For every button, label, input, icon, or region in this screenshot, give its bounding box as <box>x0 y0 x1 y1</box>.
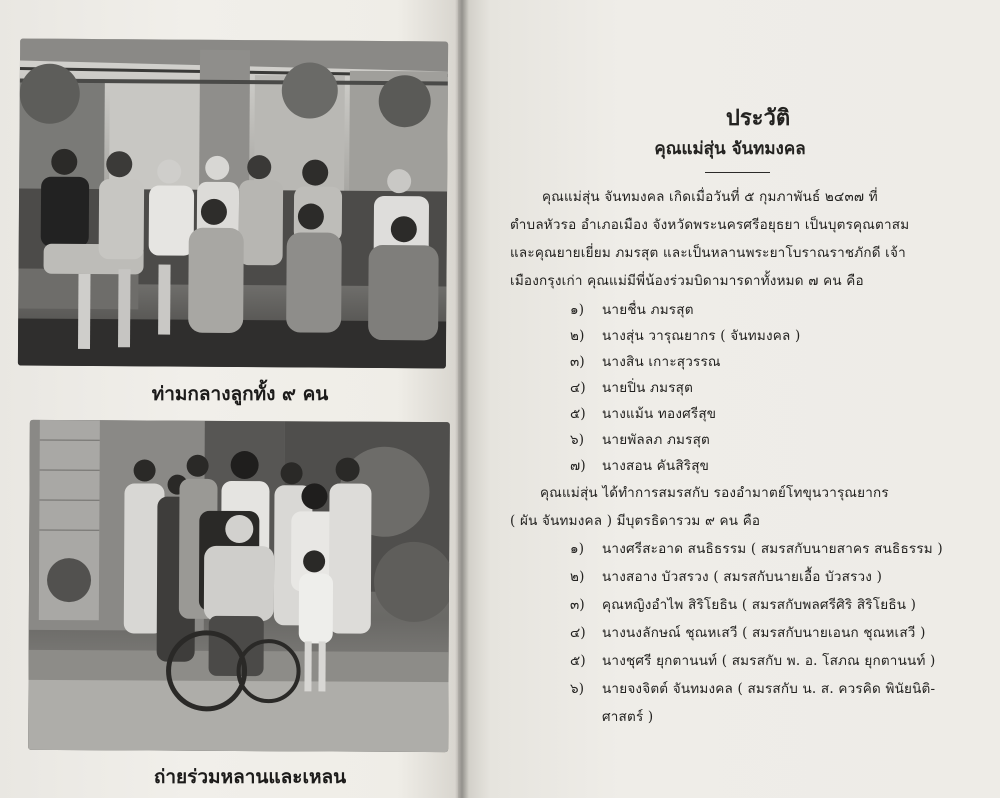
title-underline <box>705 172 770 173</box>
sibling-item: ๒) นางสุ่น วารุณยากร ( จันทมงคล ) <box>570 328 801 344</box>
intro-line: ตำบลหัวรอ อำเภอเมือง จังหวัดพระนครศรีอยุธยา เป็นบุตรคุณตาสม <box>510 217 910 233</box>
sibling-item: ๓) นางสิน เกาะสุวรรณ <box>570 354 721 370</box>
child-item: ๒) นางสอาง บัวสรวง ( สมรสกับนายเอื้อ บัวสรวง ) <box>570 569 883 585</box>
book-gutter <box>455 0 469 798</box>
family-photo-grandchildren <box>28 420 450 752</box>
sibling-item: ๗) นางสอน คันสิริสุข <box>570 458 710 474</box>
intro-line: คุณแม่สุ่น จันทมงคล เกิดเมื่อวันที่ ๕ กุมภาพันธ์ ๒๔๓๗ ที่ <box>542 189 878 205</box>
marriage-line: คุณแม่สุ่น ได้ทำการสมรสกับ รองอำมาตย์โทขุนวารุณยากร <box>540 485 889 501</box>
marriage-line: ( ผัน จันทมงคล ) มีบุตรธิดารวม ๙ คน คือ <box>510 513 761 529</box>
intro-line: เมืองกรุงเก่า คุณแม่มีพี่น้องร่วมบิดามารดาทั้งหมด ๗ คน คือ <box>510 273 864 289</box>
child-item: ๑) นางศรีสะอาด สนธิธรรม ( สมรสกับนายสาคร สนธิธรรม ) <box>570 541 943 557</box>
photo-caption-1: ท่ามกลางลูกทั้ง ๙ คน <box>151 383 329 405</box>
photo-caption-2: ถ่ายร่วมหลานและเหลน <box>153 766 347 788</box>
page-subtitle: คุณแม่สุ่น จันทมงคล <box>654 139 806 159</box>
sibling-item: ๖) นายพัลลภ ภมรสุต <box>570 432 711 448</box>
sibling-item: ๔) นายปิ่น ภมรสุต <box>570 380 694 396</box>
page-title: ประวัติ <box>725 105 791 131</box>
sibling-item: ๕) นางแม้น ทองศรีสุข <box>570 406 717 422</box>
child-item-continuation: ศาสตร์ ) <box>602 709 654 725</box>
child-item: ๔) นางนงลักษณ์ ชุณหเสวี ( สมรสกับนายเอนก ชุณหเสวี ) <box>570 625 926 641</box>
intro-line: และคุณยายเยี่ยม ภมรสุต และเป็นหลานพระยาโบราณราชภักดี เจ้า <box>510 245 906 261</box>
family-photo-nine-children <box>18 39 448 369</box>
child-item: ๖) นายจงจิตต์ จันทมงคล ( สมรสกับ น. ส. ควรคิด พินัยนิติ- <box>570 681 936 697</box>
child-item: ๕) นางชุศรี ยุกตานนท์ ( สมรสกับ พ. อ. โสภณ ยุกตานนท์ ) <box>570 653 936 669</box>
child-item: ๓) คุณหญิงอำไพ สิริโยธิน ( สมรสกับพลศรีศิริ สิริโยธิน ) <box>570 597 917 613</box>
sibling-item: ๑) นายชื่น ภมรสุต <box>570 302 694 318</box>
